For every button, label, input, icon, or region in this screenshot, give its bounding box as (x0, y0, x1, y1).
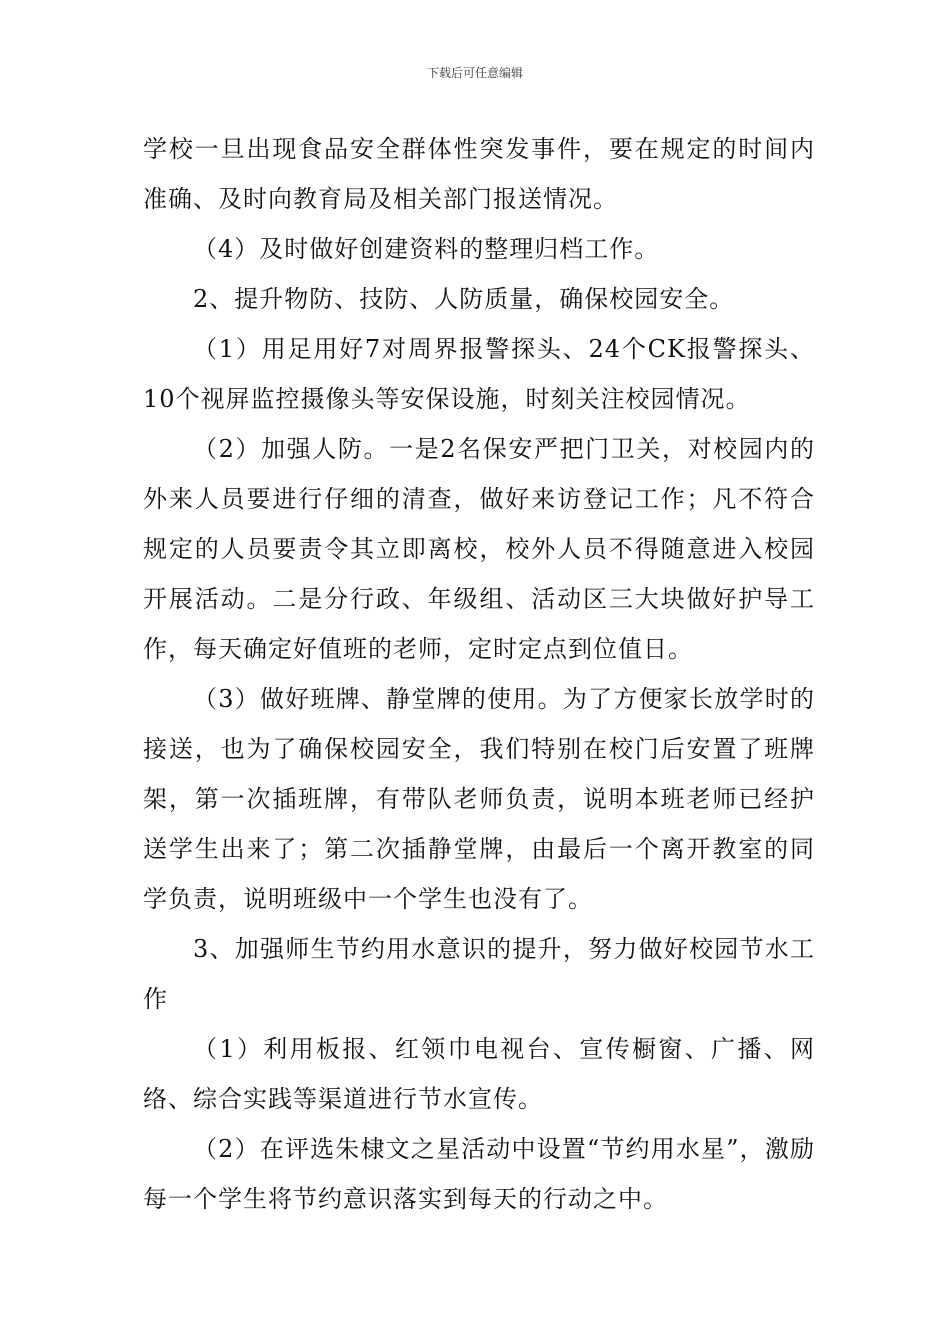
paragraph-food-safety-report: 学校一旦出现食品安全群体性突发事件，要在规定的时间内准确、及时向教育局及相关部门报送情况。 (143, 135, 815, 213)
paragraph-section-3-heading: 3、加强师生节约用水意识的提升，努力做好校园节水工作 (143, 935, 815, 1013)
paragraph-human-defense: （2）加强人防。一是2名保安严把门卫关，对校园内的外来人员要进行仔细的清查，做好来访登记工作；凡不符合规定的人员要责令其立即离校，校外人员不得随意进入校园开展活动。二是分行政、年级组、活动区三大块做好护导工作，每天确定好值班的老师，定时定点到位值日。 (143, 435, 815, 663)
paragraph-class-signs: （3）做好班牌、静堂牌的使用。为了方便家长放学时的接送，也为了确保校园安全，我们特别在校门后安置了班牌架，第一次插班牌，有带队老师负责，说明本班老师已经护送学生出来了；第二次插静堂牌，由最后一个离开教室的同学负责，说明班级中一个学生也没有了。 (143, 685, 815, 913)
page-header: 下载后可任意编辑 (426, 66, 523, 80)
paragraph-water-star: （2）在评选朱棣文之星活动中设置“节约用水星”，激励每一个学生将节约意识落实到每天的行动之中。 (143, 1135, 815, 1213)
paragraph-archive-materials: （4）及时做好创建资料的整理归档工作。 (193, 235, 660, 263)
paragraph-water-publicity: （1）利用板报、红领巾电视台、宣传橱窗、广播、网络、综合实践等渠道进行节水宣传。 (143, 1035, 815, 1113)
paragraph-security-devices: （1）用足用好7对周界报警探头、24个CK报警探头、10个视屏监控摄像头等安保设施，时刻关注校园情况。 (143, 335, 815, 413)
document-body (143, 124, 815, 1224)
paragraph-section-2-heading: 2、提升物防、技防、人防质量，确保校园安全。 (193, 285, 735, 313)
